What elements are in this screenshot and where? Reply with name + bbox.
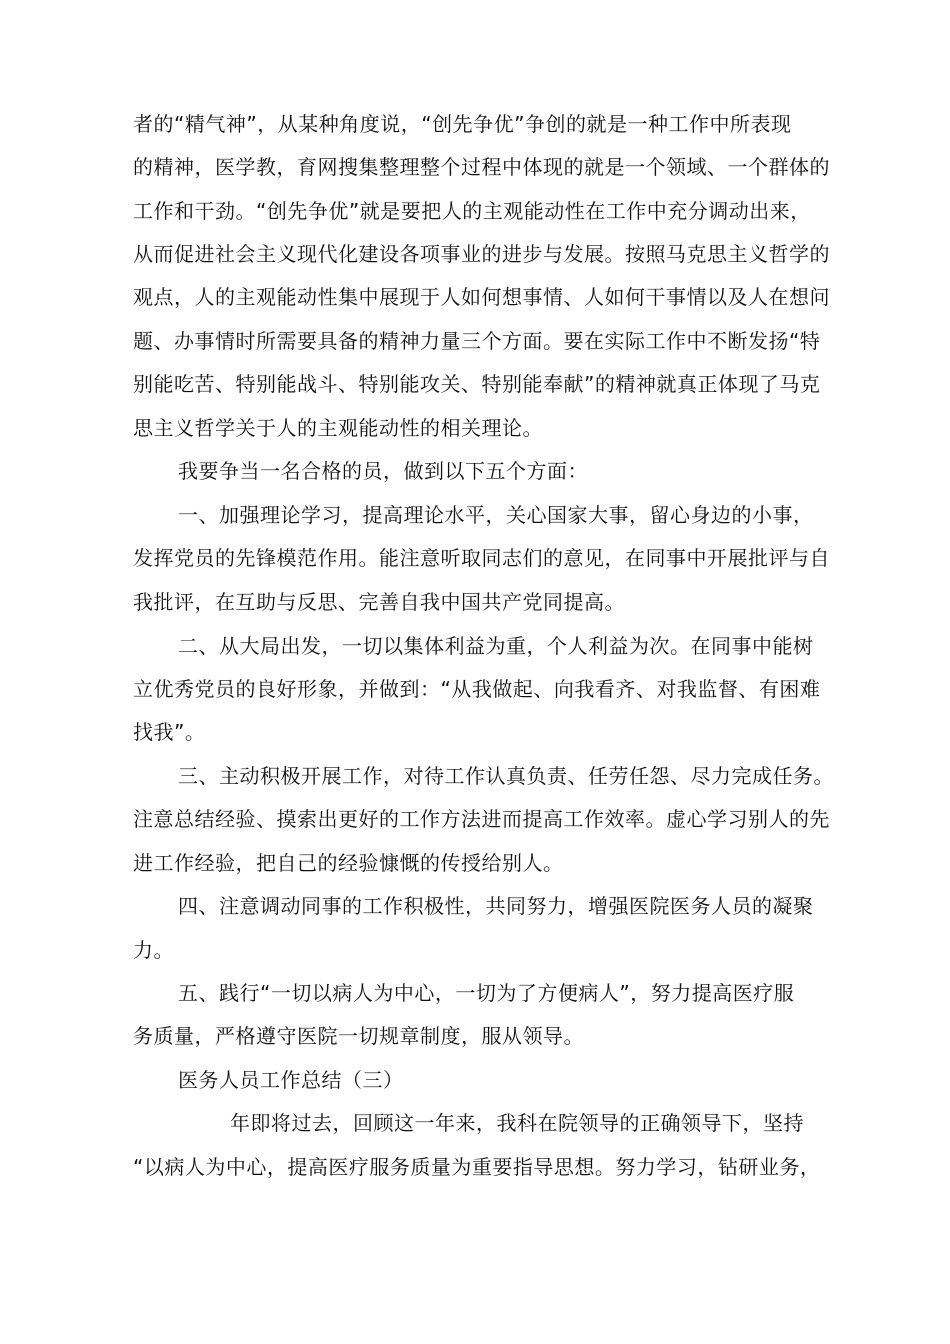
text-line: 力。 [133, 938, 174, 962]
text-line: 发挥党员的先锋模范作用。能注意听取同志们的意见，在同事中开展批评与自 [133, 546, 830, 570]
text-line: 的精神，医学教，育网搜集整理整个过程中体现的就是一个领域、一个群体的 [133, 155, 830, 179]
section-heading: 医务人员工作总结（三） [178, 1068, 404, 1092]
text-line: 别能吃苦、特别能战斗、特别能攻关、特别能奉献”的精神就真正体现了马克 [133, 372, 821, 396]
text-line: 五、践行“一切以病人为中心，一切为了方便病人”，努力提高医疗服 [178, 981, 795, 1005]
text-line: 四、注意调动同事的工作积极性，共同努力，增强医院医务人员的凝聚 [178, 894, 814, 918]
text-line: 观点，人的主观能动性集中展现于人如何想事情、人如何干事情以及人在想问 [133, 285, 830, 309]
text-line: 我要争当一名合格的员，做到以下五个方面： [178, 459, 588, 483]
text-line: 三、主动积极开展工作，对待工作认真负责、任劳任怨、尽力完成任务。 [178, 764, 834, 788]
text-line: 题、办事情时所需要具备的精神力量三个方面。要在实际工作中不断发扬“特 [133, 329, 821, 353]
text-line: 找我”。 [133, 720, 206, 744]
text-line: 进工作经验，把自己的经验慷慨的传授给别人。 [133, 851, 564, 875]
text-line: 者的“精气神”，从某种角度说，“创先争优”争创的就是一种工作中所表现 [133, 112, 792, 136]
text-line: 我批评，在互助与反思、完善自我中国共产党同提高。 [133, 590, 625, 614]
text-line: 立优秀党员的良好形象，并做到：“从我做起、向我看齐、对我监督、有困难 [133, 677, 821, 701]
text-line: “以病人为中心，提高医疗服务质量为重要指导思想。努力学习，钻研业务， [133, 1155, 821, 1179]
text-line: 二、从大局出发，一切以集体利益为重，个人利益为次。在同事中能树 [178, 634, 814, 658]
text-line: 工作和干劲。“创先争优”就是要把人的主观能动性在工作中充分调动出来， [133, 199, 811, 223]
text-line: 一、加强理论学习，提高理论水平，关心国家大事，留心身边的小事， [178, 503, 814, 527]
text-line: 年即将过去，回顾这一年来，我科在院领导的正确领导下，坚持 [230, 1111, 804, 1135]
text-line: 注意总结经验、摸索出更好的工作方法进而提高工作效率。虚心学习别人的先 [133, 807, 830, 831]
text-line: 务质量，严格遵守医院一切规章制度，服从领导。 [133, 1024, 584, 1048]
text-line: 从而促进社会主义现代化建设各项事业的进步与发展。按照马克思主义哲学的 [133, 242, 830, 266]
text-line: 思主义哲学关于人的主观能动性的相关理论。 [133, 416, 543, 440]
